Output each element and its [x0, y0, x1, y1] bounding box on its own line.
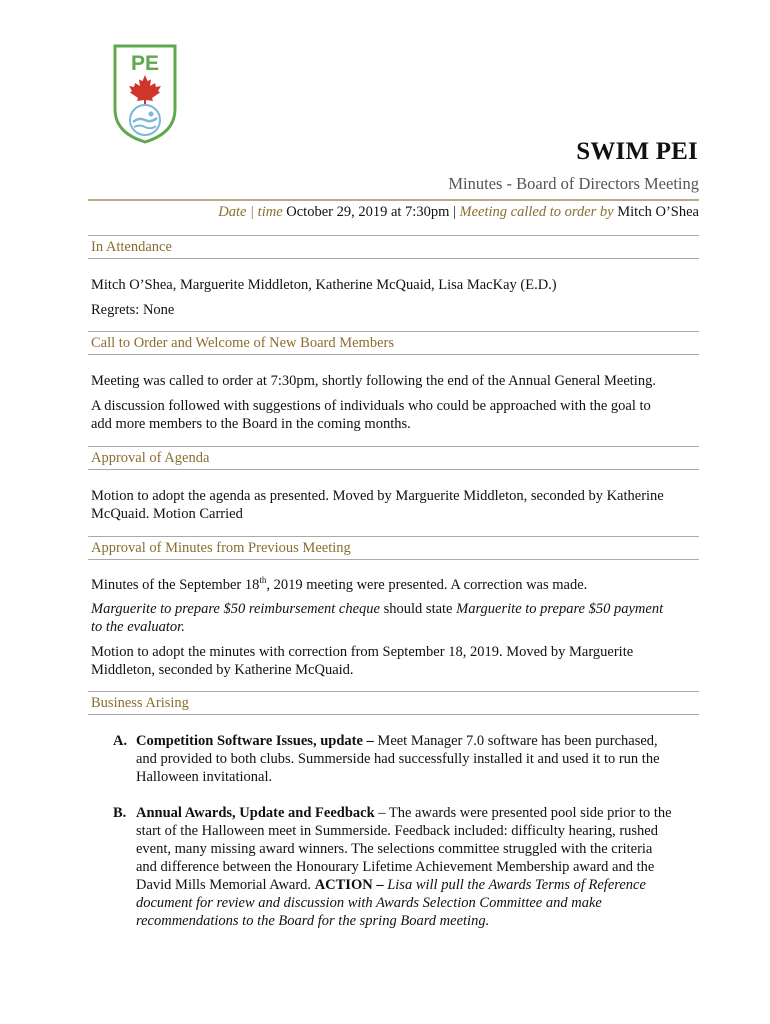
- text-run: , 2019 meeting were presented. A correction was made.: [266, 577, 588, 593]
- meeting-meta: [218, 204, 699, 221]
- swim-pei-logo: [112, 43, 178, 145]
- superscript: th: [259, 575, 267, 586]
- divider: [88, 258, 699, 259]
- text-line: recommendations to the Board for the spring Board meeting.: [136, 913, 490, 929]
- text-run: Meet Manager 7.0 software has been purchased,: [373, 733, 658, 749]
- document-subtitle: Minutes - Board of Directors Meeting: [448, 174, 699, 193]
- text-line: Motion to adopt the agenda as presented. Moved by Marguerite Middleton, seconded by Katherine: [91, 488, 664, 504]
- text-line: Middleton, seconded by Katherine McQuaid.: [91, 662, 354, 678]
- text-line: event, many missing award winners. The selections committee struggled with the criteria: [136, 841, 653, 857]
- text-run: Minutes of the September 18: [91, 577, 260, 593]
- item-title: Annual Awards, Update and Feedback: [136, 805, 375, 821]
- divider: [88, 354, 699, 355]
- divider: [88, 469, 699, 470]
- divider: [88, 536, 699, 537]
- divider: [88, 331, 699, 332]
- text-line: and provided to both clubs. Summerside had successfully installed it and used it to run the: [136, 751, 660, 767]
- item-marker: B.: [113, 805, 127, 821]
- text-run: Marguerite to prepare $50 reimbursement cheque: [91, 601, 380, 617]
- minutes-motion: [91, 643, 703, 679]
- text-line: A discussion followed with suggestions of individuals who could be approached with the goal to: [91, 398, 651, 414]
- business-item-b: [113, 804, 703, 930]
- business-heading: Business Arising: [91, 695, 189, 711]
- attendance-heading: In Attendance: [91, 239, 172, 255]
- text-line: document for review and discussion with Awards Selection Committee and make: [136, 895, 602, 911]
- text-line: Motion to adopt the minutes with correction from September 18, 2019. Moved by Marguerite: [91, 644, 634, 660]
- text-line: Halloween invitational.: [136, 769, 273, 785]
- meta-separator: |: [453, 204, 456, 220]
- header-divider: [88, 199, 699, 201]
- item-marker: A.: [113, 733, 128, 749]
- divider: [88, 235, 699, 236]
- call-to-order-heading: Call to Order and Welcome of New Board Members: [91, 335, 394, 351]
- document-title: SWIM PEI: [576, 138, 698, 165]
- text-line: add more members to the Board in the coming months.: [91, 416, 411, 432]
- call-to-order-p1: Meeting was called to order at 7:30pm, shortly following the end of the Annual General Meeting.: [91, 373, 656, 389]
- text-run: David Mills Memorial Award.: [136, 877, 315, 893]
- divider: [88, 714, 699, 715]
- date-label: Date | time: [218, 204, 283, 220]
- call-to-order-p2: [91, 397, 703, 433]
- text-line: McQuaid. Motion Carried: [91, 506, 243, 522]
- minutes-correction: [91, 600, 703, 636]
- action-label: ACTION –: [314, 877, 384, 893]
- minutes-p1: [91, 576, 703, 594]
- item-title: Competition Software Issues, update –: [136, 733, 374, 749]
- text-run: Marguerite to prepare $50 payment: [456, 601, 664, 617]
- text-run: – The awards were presented pool side prior to the: [374, 805, 672, 821]
- logo-text: PE: [130, 52, 160, 75]
- attendance-names: Mitch O’Shea, Marguerite Middleton, Katherine McQuaid, Lisa MacKay (E.D.): [91, 277, 557, 293]
- date-value: October 29, 2019 at 7:30pm: [286, 204, 450, 220]
- agenda-heading: Approval of Agenda: [91, 450, 210, 466]
- text-run: to the evaluator.: [91, 619, 185, 635]
- text-run: should state: [380, 601, 457, 617]
- text-line: start of the Halloween meet in Summerside. Feedback included: difficulty hearing, rushed: [136, 823, 658, 839]
- divider: [88, 446, 699, 447]
- minutes-heading: Approval of Minutes from Previous Meeting: [91, 540, 351, 556]
- text-run: Lisa will pull the Awards Terms of Reference: [383, 877, 646, 893]
- business-item-a: [113, 732, 703, 786]
- agenda-motion: [91, 487, 703, 523]
- divider: [88, 691, 699, 692]
- divider: [88, 559, 699, 560]
- text-line: and difference between the Honourary Lifetime Achievement Membership award and the: [136, 859, 655, 875]
- regrets: Regrets: None: [91, 302, 175, 318]
- called-label: Meeting called to order by: [459, 204, 614, 220]
- called-value: Mitch O’Shea: [617, 204, 699, 220]
